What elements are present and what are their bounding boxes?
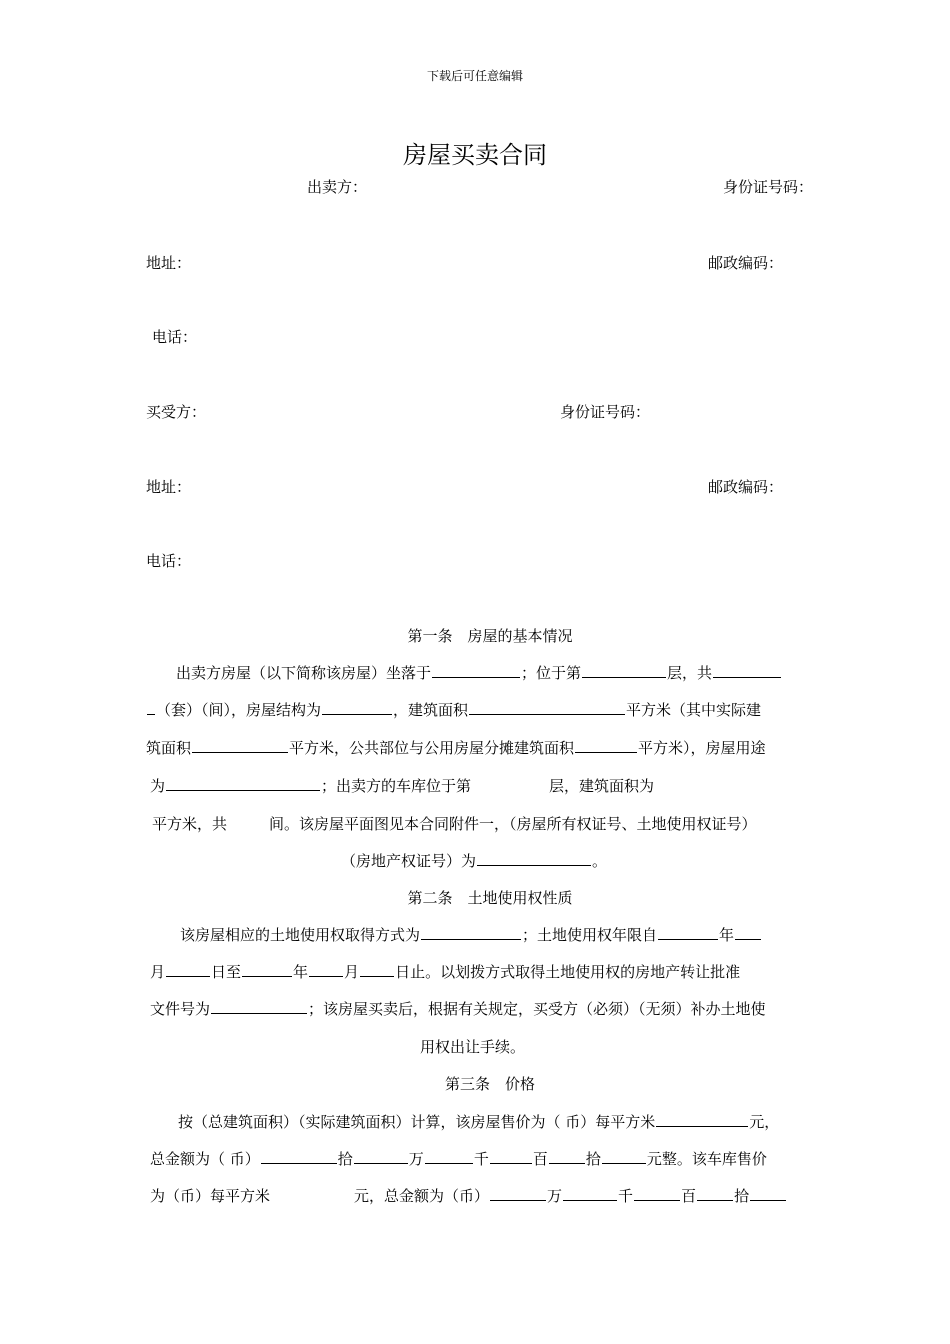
- article3-line3: 为（币）每平方米 元，总金额为（币） 万 千 百 拾: [150, 1185, 787, 1206]
- article2-line3: 文件号为 ；该房屋买卖后，根据有关规定，买受方（必须）（无须）补办土地使: [150, 1000, 766, 1018]
- download-note: 下载后可任意编辑: [426, 69, 523, 83]
- buyer-postcode-label: 邮政编码：: [708, 478, 784, 496]
- article1-line6: （房地产权证号）为 。: [341, 852, 608, 870]
- article2-heading: 第二条 土地使用权性质: [407, 889, 573, 907]
- article1-line1: 出卖方房屋（以下简称该房屋）坐落于 ；位于第 层，共: [176, 662, 782, 683]
- article1-line4: 为 ；出卖方的车库位于第 层，建筑面积为: [150, 777, 655, 795]
- article3-heading: 第三条 价格: [444, 1075, 535, 1093]
- article2-line2: 月 日至 年 月 日止。以划拨方式取得土地使用权的房地产转让批准: [150, 963, 741, 981]
- article2-line4: 用权出让手续。: [420, 1038, 526, 1056]
- article1-line5: 平方米，共 间。该房屋平面图见本合同附件一，（房屋所有权证号、土地使用权证号）: [152, 815, 757, 833]
- seller-address-label: 地址：: [146, 254, 192, 272]
- article1-line3: 筑面积 平方米，公共部位与公用房屋分摊建筑面积 平方米），房屋用途: [146, 739, 766, 757]
- article1-heading: 第一条 房屋的基本情况: [407, 627, 573, 645]
- article1-line2: （套）（间），房屋结构为 ，建筑面积 平方米（其中实际建: [146, 699, 761, 720]
- seller-label: 出卖方：: [307, 178, 368, 196]
- seller-postcode-label: 邮政编码：: [708, 254, 784, 272]
- article3-line2: 总金额为（ 币） 拾 万 千 百 拾 元整。该车库售价: [150, 1150, 767, 1168]
- seller-id-label: 身份证号码：: [723, 178, 814, 196]
- buyer-phone-label: 电话：: [146, 552, 192, 570]
- contract-title: 房屋买卖合同: [403, 141, 547, 169]
- buyer-label: 买受方：: [146, 403, 207, 421]
- buyer-address-label: 地址：: [146, 478, 192, 496]
- article2-line1: 该房屋相应的土地使用权取得方式为 ；土地使用权年限自 年: [180, 924, 762, 945]
- buyer-id-label: 身份证号码：: [560, 403, 651, 421]
- seller-phone-label: 电话：: [152, 328, 198, 346]
- article3-line1: 按（总建筑面积）（实际建筑面积）计算，该房屋售价为（ 币）每平方米 元，: [178, 1113, 780, 1131]
